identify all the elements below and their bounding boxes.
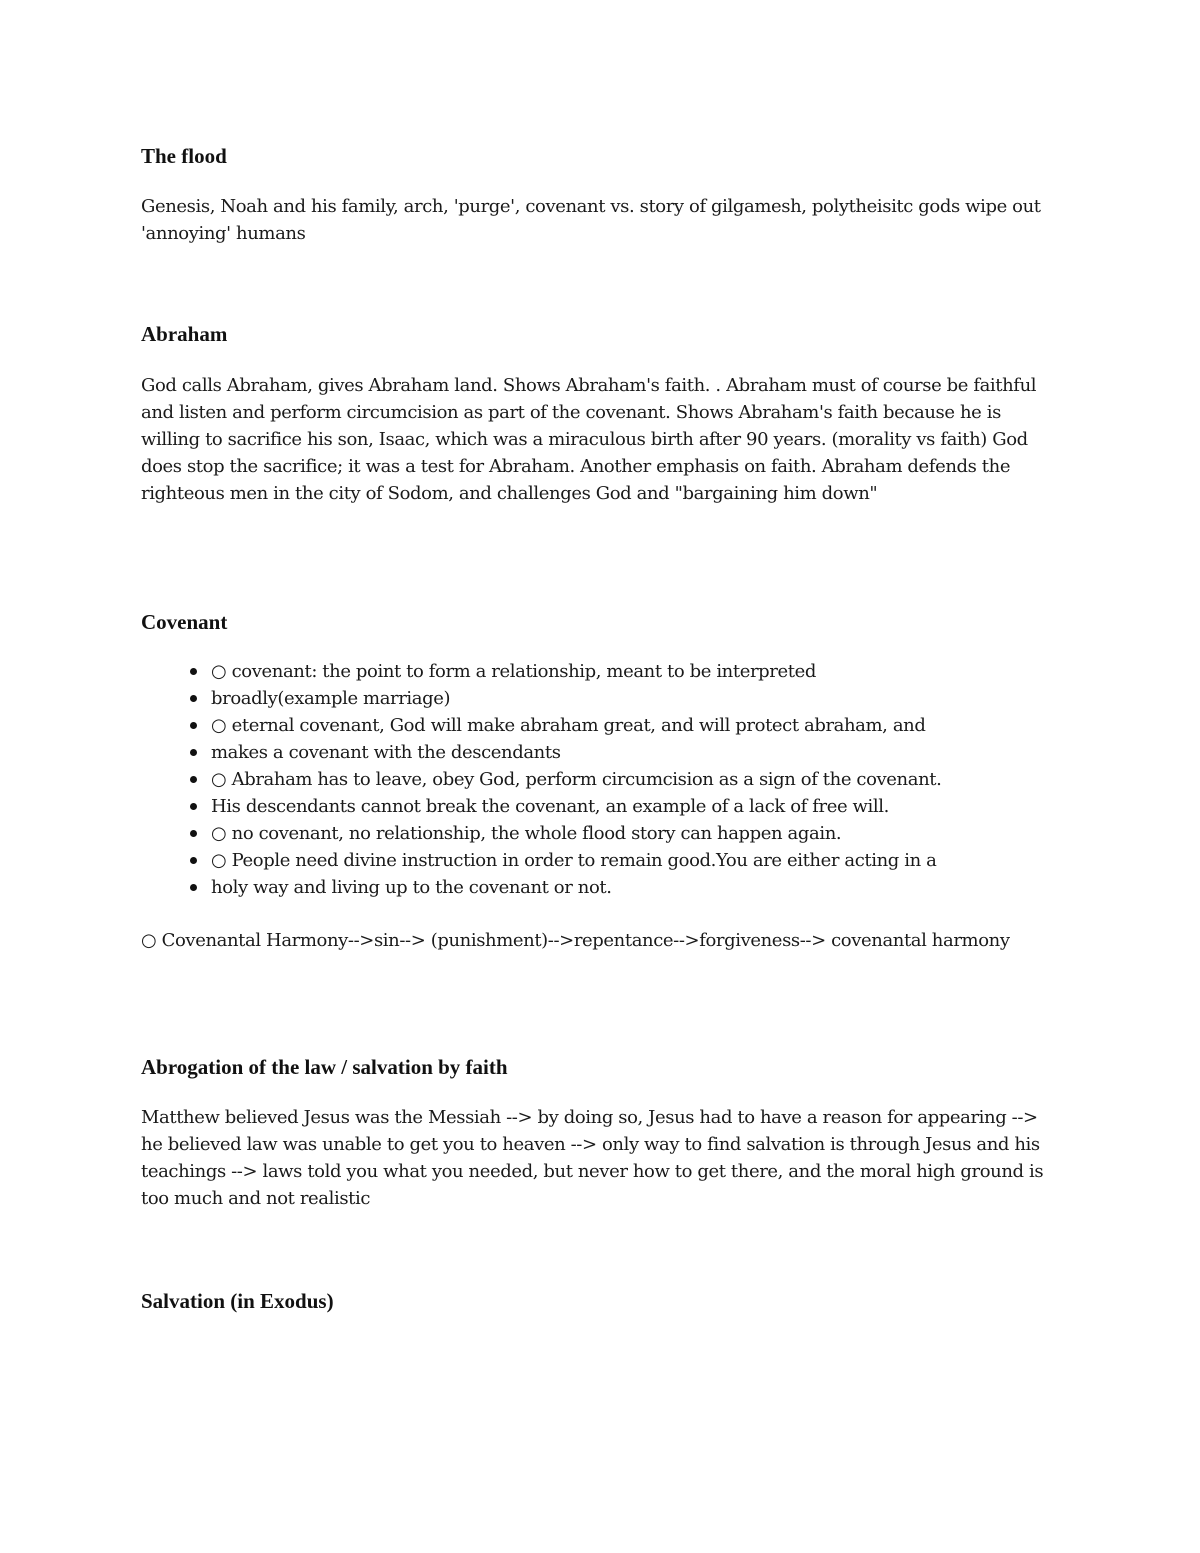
list-item: ○ People need divine instruction in order to remain good.You are either acting in a	[141, 847, 1061, 874]
bullet-icon	[190, 695, 197, 702]
bullet-icon	[190, 884, 197, 891]
bullet-icon	[190, 776, 197, 783]
section-abrogation	[141, 1054, 1061, 1080]
list-item: broadly(example marriage)	[141, 685, 1061, 712]
bullet-icon	[190, 830, 197, 837]
section-paragraph: God calls Abraham, gives Abraham land. Shows Abraham's faith. . Abraham must of course be faithful and listen and perform circumcision as part of the covenant. Shows Abraham's faith because he is willing to sacrifice his son, Isaac, which was a miraculous birth after 90 years. (morality vs faith) God does stop the sacrifice; it was a test for Abraham. Another emphasis on faith. Abraham defends the righteous men in the city of Sodom, and challenges God and "bargaining him down"	[141, 375, 1037, 504]
bullet-icon	[190, 803, 197, 810]
list-item: ○ eternal covenant, God will make abraham great, and will protect abraham, and	[141, 712, 1061, 739]
list-item: holy way and living up to the covenant or not.	[141, 874, 1061, 901]
section-heading: The flood	[141, 144, 227, 168]
covenant-bullet-list	[141, 658, 1061, 901]
section-abrogation-body	[141, 1104, 1061, 1212]
list-item: ○ Abraham has to leave, obey God, perform circumcision as a sign of the covenant.	[141, 766, 1061, 793]
bullet-icon	[190, 857, 197, 864]
list-item: ○ covenant: the point to form a relationship, meant to be interpreted	[141, 658, 1061, 685]
section-covenant	[141, 609, 1061, 635]
section-heading: Abrogation of the law / salvation by faith	[141, 1055, 508, 1079]
list-item: makes a covenant with the descendants	[141, 739, 1061, 766]
list-item: His descendants cannot break the covenant, an example of a lack of free will.	[141, 793, 1061, 820]
section-flood-body	[141, 193, 1061, 247]
section-heading: Abraham	[141, 322, 228, 346]
section-paragraph: Genesis, Noah and his family, arch, 'purge', covenant vs. story of gilgamesh, polytheisitc gods wipe out 'annoying' humans	[141, 196, 1041, 244]
bullet-icon	[190, 749, 197, 756]
covenant-cycle	[141, 927, 1061, 954]
section-paragraph: ○ Covenantal Harmony-->sin--> (punishment)-->repentance-->forgiveness--> covenantal harmony	[141, 930, 1010, 951]
bullet-icon	[190, 722, 197, 729]
section-abraham	[141, 321, 1061, 347]
section-paragraph: Matthew believed Jesus was the Messiah --> by doing so, Jesus had to have a reason for appearing --> he believed law was unable to get you to heaven --> only way to find salvation is through Jesus and his teachings --> laws told you what you needed, but never how to get there, and the moral high ground is too much and not realistic	[141, 1107, 1044, 1209]
section-heading: Salvation (in Exodus)	[141, 1289, 334, 1313]
bullet-icon	[190, 668, 197, 675]
section-abraham-body	[141, 372, 1061, 507]
section-flood	[141, 143, 1061, 169]
list-item: ○ no covenant, no relationship, the whole flood story can happen again.	[141, 820, 1061, 847]
section-salvation	[141, 1288, 1061, 1314]
section-heading: Covenant	[141, 610, 228, 634]
